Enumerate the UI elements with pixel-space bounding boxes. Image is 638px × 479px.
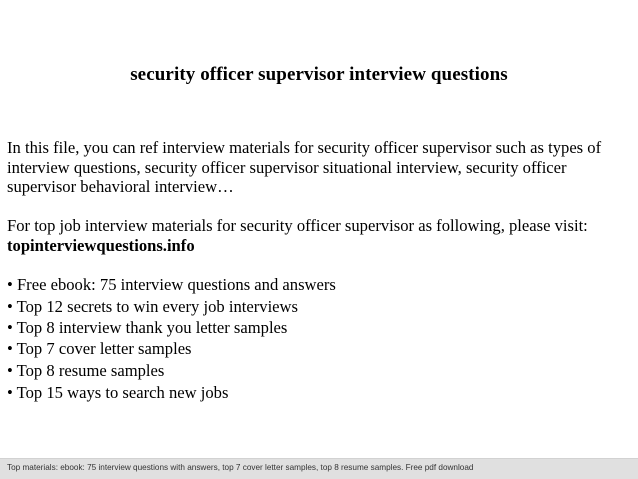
- intro-paragraph: In this file, you can ref interview materials for security officer supervisor such as types of interview questions, security officer supervisor situational interview, security officer supervisor behavioral interview…: [7, 138, 602, 196]
- list-item: • Free ebook: 75 interview questions and answers: [7, 275, 336, 294]
- footer-bar: [0, 458, 638, 479]
- list-item: • Top 8 interview thank you letter samples: [7, 318, 288, 337]
- visit-paragraph: [7, 216, 632, 255]
- visit-link[interactable]: topinterviewquestions.info: [7, 235, 195, 255]
- footer-text: Top materials: ebook: 75 interview questions with answers, top 7 cover letter samples, top 8 resume samples. Free pdf download: [7, 463, 474, 472]
- list-item: • Top 15 ways to search new jobs: [7, 383, 229, 402]
- list-item: • Top 7 cover letter samples: [7, 339, 192, 358]
- list-item: • Top 8 resume samples: [7, 361, 165, 380]
- list-item: • Top 12 secrets to win every job interviews: [7, 297, 298, 316]
- visit-text: For top job interview materials for security officer supervisor as following, please visit:: [7, 216, 588, 235]
- resource-list: [7, 274, 632, 404]
- page-title: security officer supervisor interview questions: [130, 64, 508, 85]
